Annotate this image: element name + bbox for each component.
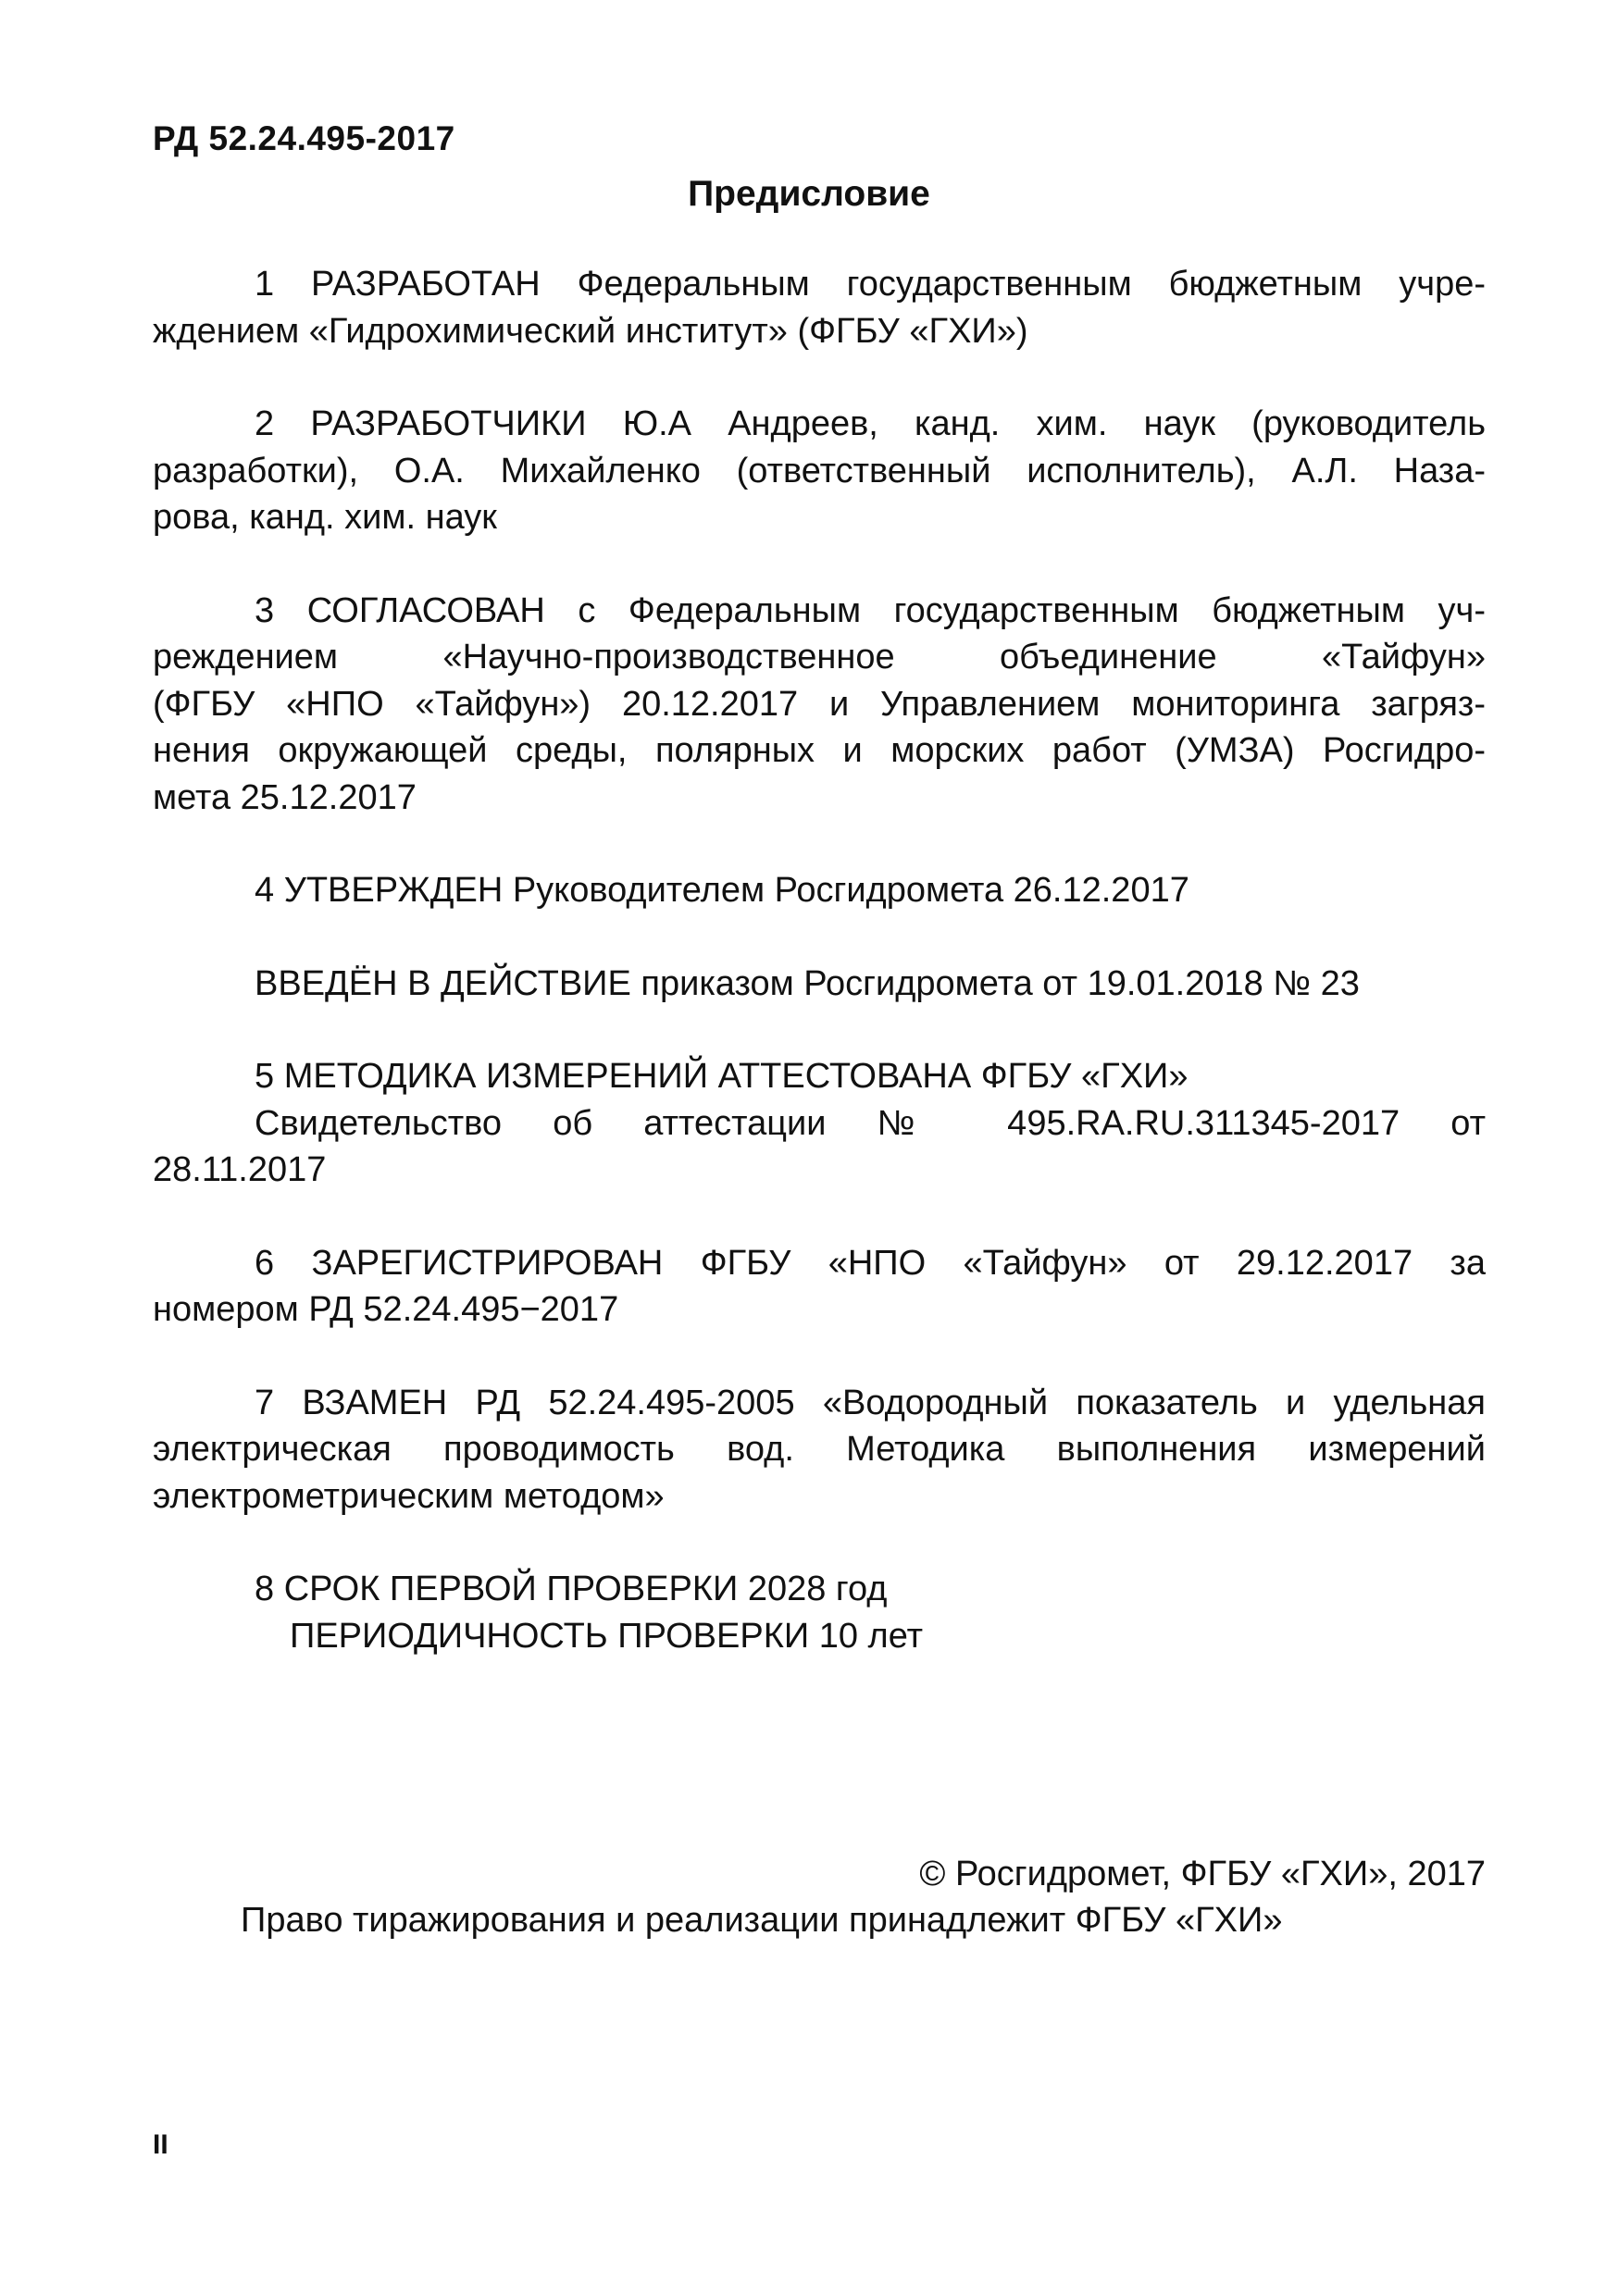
copyright-line: © Росгидромет, ФГБУ «ГХИ», 2017 <box>919 1855 1486 1893</box>
paragraph-line: (ФГБУ «НПО «Тайфун») 20.12.2017 и Управлением мониторинга загряз- <box>153 684 1486 724</box>
paragraph-line: ПЕРИОДИЧНОСТЬ ПРОВЕРКИ 10 лет <box>290 1616 923 1656</box>
paragraph-registered <box>153 1240 1486 1334</box>
section-title: Предисловие <box>688 174 930 214</box>
copyright-block <box>153 1851 1486 1943</box>
paragraph-line: рова, канд. хим. наук <box>153 498 497 537</box>
paragraph-line: 4 УТВЕРЖДЕН Руководителем Росгидромета 26.12.2017 <box>255 871 1189 910</box>
paragraph-line: реждением «Научно-производственное объединение «Тайфун» <box>153 638 1486 676</box>
paragraph-certified <box>153 1053 1486 1194</box>
paragraph-agreed <box>153 588 1486 822</box>
paragraph-line: 5 МЕТОДИКА ИЗМЕРЕНИЙ АТТЕСТОВАНА ФГБУ «ГХИ» <box>255 1057 1189 1096</box>
paragraph-line: 6 ЗАРЕГИСТРИРОВАН ФГБУ «НПО «Тайфун» от 29.12.2017 за <box>255 1243 1486 1283</box>
paragraph-developed <box>153 261 1486 354</box>
paragraph-line: разработки), О.А. Михайленко (ответственный исполнитель), А.Л. Наза- <box>153 451 1486 490</box>
paragraph-line: ВВЕДЁН В ДЕЙСТВИЕ приказом Росгидромета от 19.01.2018 № 23 <box>255 963 1360 1003</box>
paragraph-line: электрическая проводимость вод. Методика выполнения измерений <box>153 1430 1486 1469</box>
paragraph-line: 3 СОГЛАСОВАН с Федеральным государственным бюджетным уч- <box>255 590 1486 630</box>
paragraph-line: Свидетельство об аттестации № 495.RA.RU.311345-2017 от <box>255 1103 1486 1143</box>
paragraph-line: номером РД 52.24.495−2017 <box>153 1290 619 1329</box>
paragraph-line: 8 СРОК ПЕРВОЙ ПРОВЕРКИ 2028 год <box>255 1570 888 1608</box>
paragraph-verification <box>153 1566 1486 1659</box>
paragraph-line: 2 РАЗРАБОТЧИКИ Ю.А Андреев, канд. хим. наук (руководитель <box>255 404 1486 443</box>
paragraph-developers <box>153 401 1486 541</box>
paragraph-line: мета 25.12.2017 <box>153 777 417 817</box>
paragraph-line: нения окружающей среды, полярных и морских работ (УМЗА) Росгидро- <box>153 731 1486 770</box>
preface-body <box>153 261 1486 1659</box>
paragraph-enacted <box>153 961 1486 1008</box>
paragraph-line: 1 РАЗРАБОТАН Федеральным государственным бюджетным учре- <box>255 265 1486 304</box>
rights-line: Право тиражирования и реализации принадлежит ФГБУ «ГХИ» <box>241 1901 1283 1940</box>
page-number: II <box>153 2129 168 2160</box>
paragraph-line: электрометрическим методом» <box>153 1476 665 1516</box>
paragraph-line: 28.11.2017 <box>153 1150 327 1189</box>
paragraph-replaces <box>153 1380 1486 1520</box>
paragraph-line: ждением «Гидрохимический институт» (ФГБУ «ГХИ») <box>153 311 1028 351</box>
paragraph-approved <box>153 867 1486 914</box>
document-code: РД 52.24.495-2017 <box>153 119 455 157</box>
paragraph-line: 7 ВЗАМЕН РД 52.24.495-2005 «Водородный показатель и удельная <box>255 1383 1486 1422</box>
